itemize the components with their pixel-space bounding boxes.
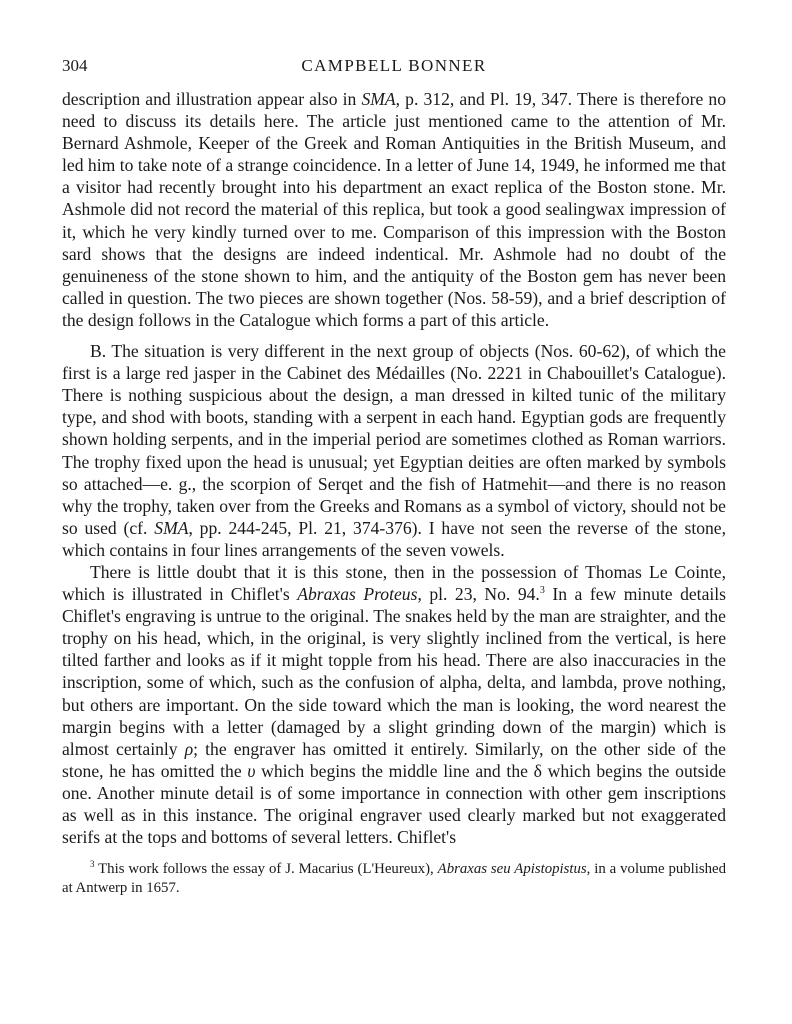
greek-delta: δ	[533, 760, 542, 781]
p3-text-g: which begins the outside one. Another minute detail is of some importance in connection with other gem inscriptions as well as in this instance. The original engraver used clearly marked but not exaggerated serifs at the tops and bottoms of several letters. Chiflet's	[62, 760, 726, 848]
p1-text-c: , p. 312, and Pl. 19, 347. There is therefore no need to discuss its details here. The article just mentioned came to the attention of Mr. Bernard Ashmole, Keeper of the Greek and Roman Antiquities in the British Museum, and led him to take note of a strange coincidence. In a letter of June 14, 1949, he informed me that a visitor had recently brought into his department an exact replica of the Boston stone. Mr. Ashmole did not record the material of this replica, but took a good sealingwax impression of it, which he very kindly turned over to me. Comparison of this impression with the Boston sard shows that the designs are indeed indentical. Mr. Ashmole had no doubt of the genuineness of the stone shown to him, and the antiquity of the Boston gem has never been called in question. The two pieces are shown together (Nos. 58-59), and a brief description of the design follows in the Catalogue which forms a part of this article.	[62, 89, 727, 330]
p3-text-c: , pl. 23, No. 94.	[417, 584, 540, 605]
p3-text-d: In a few minute details Chiflet's engraving is untrue to the original. The snakes held by the man are straighter, and the trophy on his head, which, in the original, is very slightly inclined from the vertical, is here tilted farther and looks as if it might topple from his head. There are also inaccuracies in the inscription, some of which, such as the confusion of alpha, delta, and lambda, prove nothing, but others are important. On the side toward which the man is looking, the word nearest the margin begins with a letter (damaged by a slight grinding down of the margin) which is almost certainly	[62, 584, 727, 759]
p2-text-a: B. The situation is very different in the next group of objects (Nos. 60-62), of which the first is a large red jasper in the Cabinet des Médailles (No. 2221 in Chabouillet's Catalogue). There is nothing suspicious about the design, a man dressed in kilted tunic of the military type, and shod with boots, standing with a serpent in each hand. Egyptian gods are frequently shown holding serpents, and in the imperial period are sometimes clothed as Roman warriors. The trophy fixed upon the head is unusual; yet Egyptian deities are often marked by symbols so attached—e. g., the scorpion of Serqet and the fish of Hatmehit—and there is no reason why the trophy, taken over from the Greeks and Romans as a symbol of victory, should not be so used (cf.	[62, 341, 726, 538]
paragraph-2	[62, 340, 726, 561]
paragraph-1	[62, 88, 726, 331]
p3-text-e: ; the engraver has omitted it entirely. Similarly, on the other side of the stone, he has omitted the	[62, 738, 726, 781]
page-number: 304	[62, 56, 88, 75]
p3-text-f: which begins the middle line and the	[255, 760, 534, 781]
greek-rho: ρ	[184, 738, 194, 759]
footnote-italic-title: Abraxas seu Apistopistus	[437, 861, 587, 878]
page-header	[62, 56, 726, 80]
greek-upsilon: υ	[247, 760, 256, 781]
footnote-reference: 3	[539, 585, 545, 597]
p2-italic-sma: SMA	[154, 517, 189, 538]
p1-text-a: description and illustration appear also in	[62, 89, 362, 109]
p1-italic-sma: SMA	[361, 89, 396, 109]
footnote-text-c: , in a volume published at Antwerp in 1657.	[62, 861, 727, 897]
page	[62, 56, 726, 898]
p3-italic-title: Abraxas Proteus	[297, 584, 418, 605]
footnote-marker: 3	[90, 859, 95, 870]
footnote-text-a: This work follows the essay of J. Macarius (L'Heureux),	[94, 861, 438, 878]
body-text	[62, 88, 726, 848]
footnote	[62, 860, 726, 898]
p3-text-a: There is little doubt that it is this stone, then in the possession of Thomas Le Cointe, which is illustrated in Chiflet's	[62, 561, 726, 605]
p2-text-c: , pp. 244-245, Pl. 21, 374-376). I have not seen the reverse of the stone, which contains in four lines arrangements of the seven vowels.	[62, 517, 727, 560]
paragraph-3	[62, 561, 726, 848]
running-head: CAMPBELL BONNER	[301, 56, 487, 75]
